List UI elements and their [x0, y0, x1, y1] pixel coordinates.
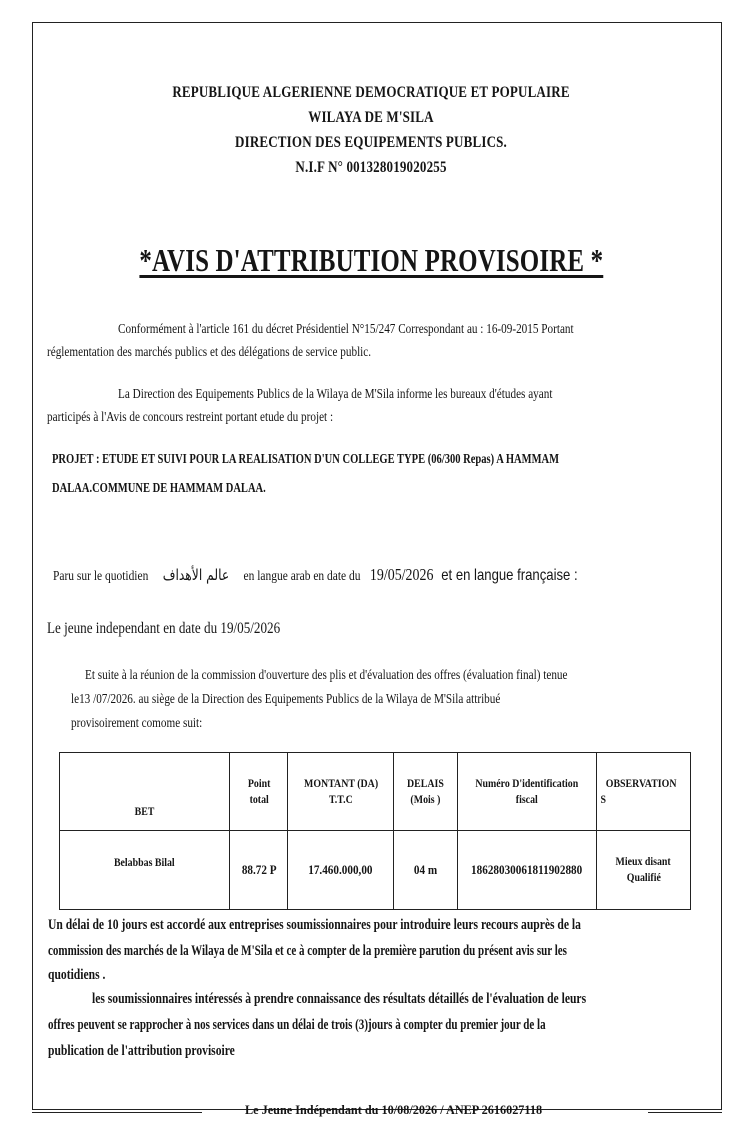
header-point: Point total: [230, 753, 288, 831]
header-delais: DELAIS (Mois ): [394, 753, 458, 831]
paragraph3-line2: le13 /07/2026. au siège de la Direction des Equipements Publics de la Wilaya de M'Sila attribué: [71, 692, 501, 707]
paragraph1-line1: Conformément à l'article 161 du décret Présidentiel N°15/247 Correspondant au : 16-09-2015 Portant: [118, 322, 574, 337]
header-republic: REPUBLIQUE ALGERIENNE DEMOCRATIQUE ET POPULAIRE: [172, 84, 570, 101]
header-nif: Numéro D'identification fiscal: [458, 753, 597, 831]
notice-title-wrap: [0, 242, 742, 279]
project-line2: DALAA.COMMUNE DE HAMMAM DALAA.: [52, 480, 266, 495]
publication-suffix: et en langue française :: [441, 567, 578, 584]
header-nif: N.I.F N° 001328019020255: [295, 159, 447, 176]
project-line1: PROJET : ETUDE ET SUIVI POUR LA REALISATION D'UN COLLEGE TYPE (06/300 Repas) A HAMMAM: [52, 451, 560, 466]
footer-rule-left: [32, 1112, 202, 1113]
resultats-line3: publication de l'attribution provisoire: [48, 1043, 235, 1059]
header-bet: BET: [60, 753, 230, 831]
cell-point: 88.72 P: [230, 831, 288, 910]
publication-line: [53, 563, 693, 588]
cell-nif: 18628030061811902880: [458, 831, 597, 910]
recours-line2: commission des marchés de la Wilaya de M'Sila et ce à compter de la première parution du présent avis sur les: [48, 943, 567, 959]
header-wilaya: WILAYA DE M'SILA: [308, 109, 434, 126]
notice-title: *AVIS D'ATTRIBUTION PROVISOIRE *: [139, 242, 603, 278]
header: [0, 80, 742, 180]
footer-publication-ref: Le Jeune Indépendant du 10/08/2026 / ANEP 2616027118: [245, 1102, 543, 1117]
recours-line1: Un délai de 10 jours est accordé aux entreprises soumissionnaires pour introduire leurs recours auprès de la: [48, 917, 581, 933]
header-direction: DIRECTION DES EQUIPEMENTS PUBLICS.: [235, 134, 507, 151]
french-paper-line: Le jeune independant en date du 19/05/2026: [47, 620, 281, 637]
publication-middle: en langue arab en date du: [243, 569, 361, 584]
paragraph3-line1: Et suite à la réunion de la commission d'ouverture des plis et d'évaluation des offres (évaluation final) tenue: [85, 668, 568, 683]
paragraph1-line2: réglementation des marchés publics et des délégations de service public.: [47, 345, 372, 360]
cell-montant: 17.460.000,00: [288, 831, 394, 910]
attribution-table: [59, 752, 691, 910]
arabic-newspaper-name: عالم الأهداف: [162, 566, 230, 584]
paragraph3-line3: provisoirement comome suit:: [71, 716, 203, 731]
paragraph2-line1: La Direction des Equipements Publics de la Wilaya de M'Sila informe les bureaux d'études ayant: [118, 387, 553, 402]
resultats-line2: offres peuvent se rapprocher à nos services dans un délai de trois (3)jours à compter du premier jour de la: [48, 1017, 546, 1033]
cell-bet: Belabbas Bilal: [60, 831, 230, 910]
cell-observation: Mieux disant Qualifié: [597, 831, 691, 910]
table-row: [60, 831, 691, 910]
header-montant: MONTANT (DA) T.T.C: [288, 753, 394, 831]
publication-prefix: Paru sur le quotidien: [53, 569, 149, 584]
header-observations: OBSERVATION S: [597, 753, 691, 831]
footer-rule-right: [648, 1112, 722, 1113]
cell-delais: 04 m: [394, 831, 458, 910]
recours-line3: quotidiens .: [48, 967, 106, 983]
resultats-line1: les soumissionnaires intéressés à prendre connaissance des résultats détaillés de l'évaluation de leurs: [92, 991, 587, 1007]
table-header-row: [60, 753, 691, 831]
paragraph2-line2: participés à l'Avis de concours restreint portant etude du projet :: [47, 410, 334, 425]
publication-date: 19/05/2026: [369, 565, 434, 584]
